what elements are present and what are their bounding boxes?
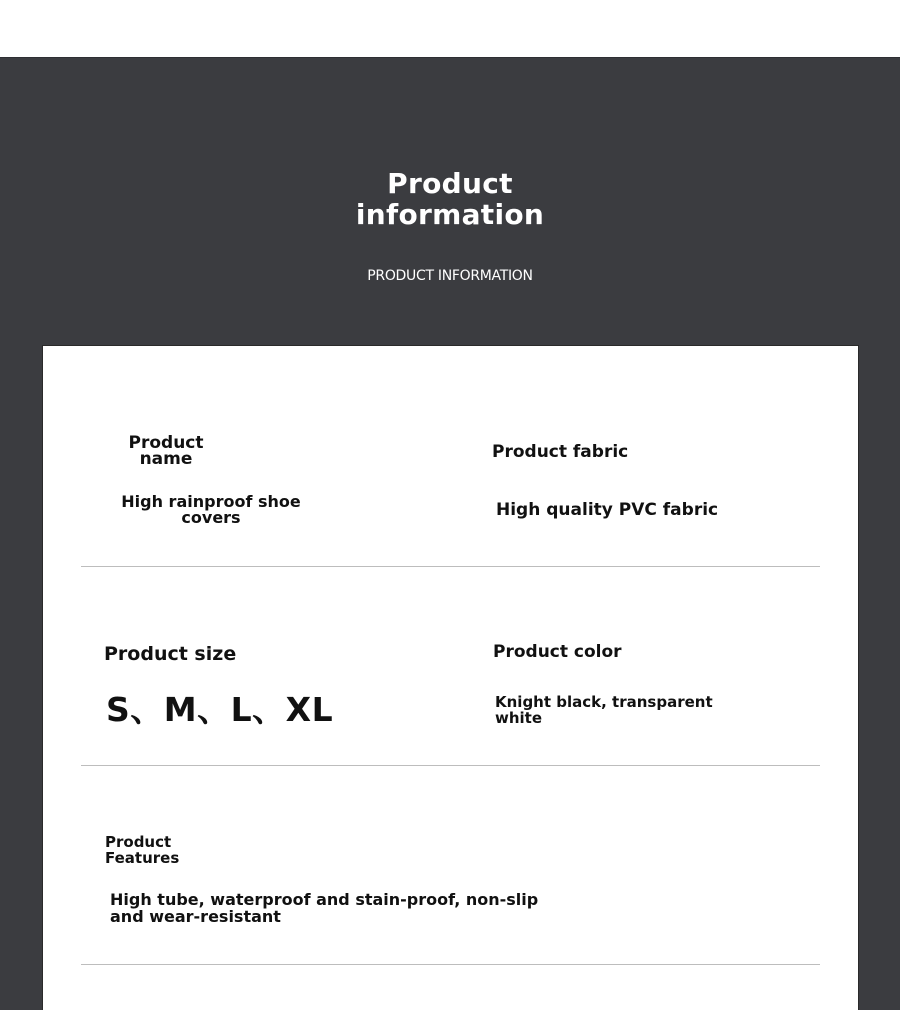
product-info-card xyxy=(42,345,859,1010)
page-title: Product information xyxy=(355,167,545,231)
product-color-value: Knight black, transparent white xyxy=(495,693,713,727)
product-fabric-label: Product fabric xyxy=(492,442,629,462)
product-color-label: Product color xyxy=(493,642,622,662)
row-divider-3 xyxy=(81,964,820,965)
product-size-label: Product size xyxy=(104,643,237,665)
row-divider-2 xyxy=(81,765,820,766)
product-fabric-value: High quality PVC fabric xyxy=(496,500,719,520)
product-features-value: High tube, waterproof and stain-proof, non-slip and wear-resistant xyxy=(110,890,539,926)
product-name-label: Product name xyxy=(128,433,204,469)
page-subtitle: PRODUCT INFORMATION xyxy=(367,268,533,284)
product-size-value: S、M、L、XL xyxy=(106,690,334,729)
row-divider-1 xyxy=(81,566,820,567)
product-features-label: Product Features xyxy=(105,833,180,867)
top-white-strip xyxy=(0,0,900,57)
product-name-value: High rainproof shoe covers xyxy=(121,492,301,527)
